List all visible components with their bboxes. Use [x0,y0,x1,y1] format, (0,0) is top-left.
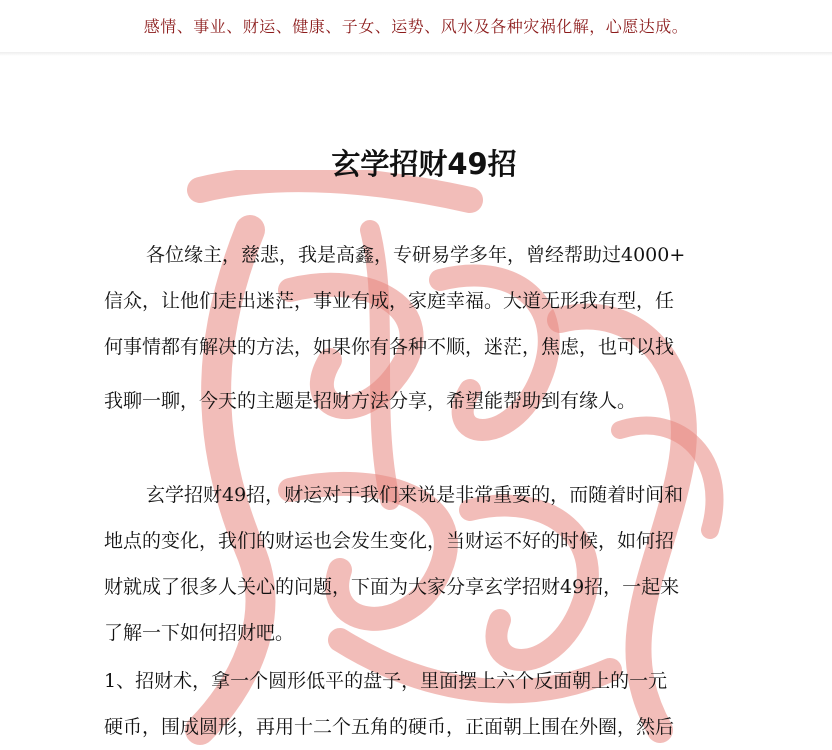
text-line: 了解一下如何招财吧。 [104,622,295,644]
page-divider [0,52,832,56]
text-line: 1、招财术，拿一个圆形低平的盘子，里面摆上六个反面朝上的一元 [104,670,668,692]
text-line: 各位缘主，慈悲，我是高鑫，专研易学多年，曾经帮助过4000+ [146,244,686,266]
text-line: 何事情都有解决的方法，如果你有各种不顺，迷茫，焦虑，也可以找 [104,336,675,358]
text-line: 财就成了很多人关心的问题，下面为大家分享玄学招财49招，一起来 [104,576,680,598]
banner-text: 感情、事业、财运、健康、子女、运势、风水及各种灾祸化解，心愿达成。 [143,17,689,36]
text-line: 我聊一聊，今天的主题是招财方法分享，希望能帮助到有缘人。 [104,390,637,412]
text-line: 地点的变化，我们的财运也会发生变化，当财运不好的时候，如何招 [104,530,675,552]
text-line: 玄学招财49招，财运对于我们来说是非常重要的，而随着时间和 [146,484,684,506]
intro-paragraph [104,232,744,424]
text-line: 硬币，围成圆形，再用十二个五角的硬币，正面朝上围在外圈，然后 [104,716,675,738]
text-line: 信众，让他们走出迷茫，事业有成，家庭幸福。大道无形我有型，任 [104,290,675,312]
main-paragraph [104,472,744,656]
top-banner [0,0,832,52]
list-item-1 [104,658,744,750]
document-title: 玄学招财49招 [331,147,517,181]
